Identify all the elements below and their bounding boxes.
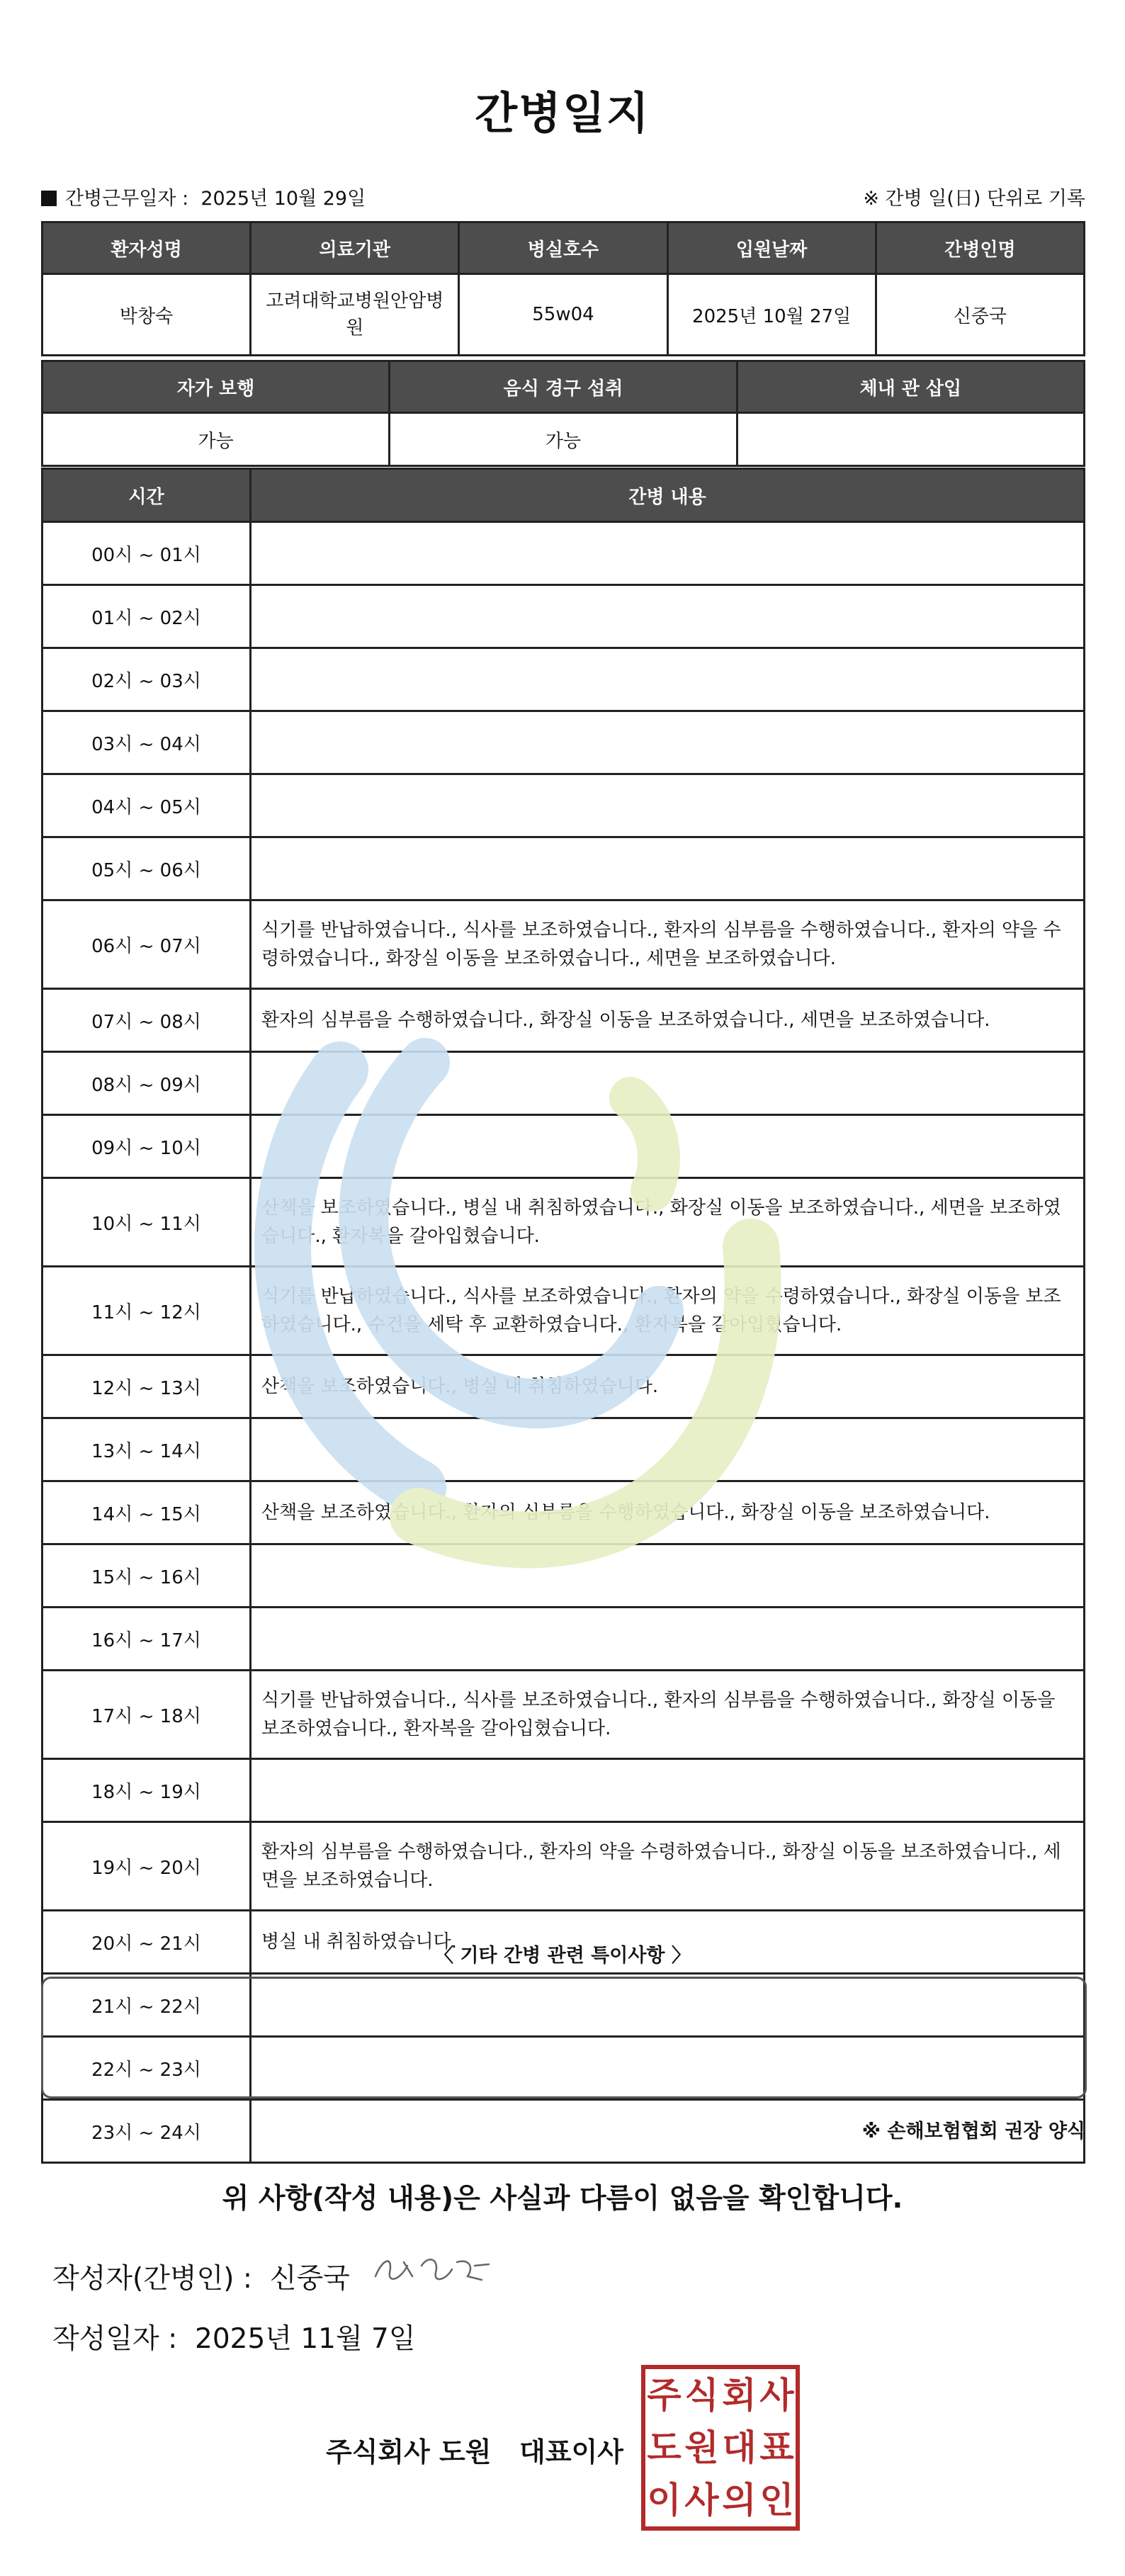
company-name: 주식회사 도원 대표이사 — [326, 2436, 623, 2468]
work-date-label: 간병근무일자 : — [65, 187, 189, 210]
time-slot: 13시 ~ 14시 — [43, 1418, 251, 1481]
written-date-label: 작성일자 : — [52, 2323, 178, 2355]
time-slot: 10시 ~ 11시 — [43, 1178, 251, 1267]
table-row — [43, 1671, 1085, 1759]
care-content — [251, 1418, 1085, 1481]
time-slot: 03시 ~ 04시 — [43, 711, 251, 774]
table-row — [43, 585, 1085, 648]
record-unit-note: ※ 간병 일(日) 단위로 기록 — [863, 187, 1085, 210]
seal-char: 대 — [722, 2427, 757, 2468]
time-slot: 14시 ~ 15시 — [43, 1481, 251, 1544]
tube-insertion-value — [737, 413, 1084, 466]
seal-char: 회 — [722, 2375, 757, 2416]
time-slot: 07시 ~ 08시 — [43, 989, 251, 1052]
care-log-body — [43, 522, 1085, 2163]
care-content — [251, 1115, 1085, 1178]
oral-intake-value: 가능 — [390, 413, 737, 466]
care-content: 산책을 보조하였습니다., 병실 내 취침하였습니다., 화장실 이동을 보조하였습니다., 세면을 보조하였습니다., 환자복을 갈아입혔습니다. — [251, 1178, 1085, 1267]
table-row — [43, 900, 1085, 989]
time-slot: 21시 ~ 22시 — [43, 1974, 251, 2037]
time-slot: 20시 ~ 21시 — [43, 1911, 251, 1974]
meta-row — [41, 181, 1085, 212]
time-slot: 09시 ~ 10시 — [43, 1115, 251, 1178]
care-content: 식기를 반납하였습니다., 식사를 보조하였습니다., 환자의 심부름을 수행하였습니다., 환자의 약을 수령하였습니다., 화장실 이동을 보조하였습니다., 세면을 보조하였습니다. — [251, 900, 1085, 989]
written-date-line — [52, 2317, 416, 2356]
header-self-walking: 자가 보행 — [43, 361, 390, 413]
seal-char: 사 — [684, 2480, 719, 2521]
seal-char: 사 — [759, 2375, 794, 2416]
care-content — [251, 648, 1085, 711]
table-row — [43, 711, 1085, 774]
care-content — [251, 1052, 1085, 1115]
header-care-content: 간병 내용 — [251, 469, 1085, 522]
company-seal-icon — [641, 2365, 800, 2531]
header-tube-insertion: 체내 관 삽입 — [737, 361, 1084, 413]
seal-char: 주 — [647, 2375, 682, 2416]
care-content: 환자의 심부름을 수행하였습니다., 화장실 이동을 보조하였습니다., 세면을 보조하였습니다. — [251, 989, 1085, 1052]
patient-table — [41, 221, 1085, 356]
room-number: 55w04 — [459, 274, 667, 356]
time-slot: 11시 ~ 12시 — [43, 1267, 251, 1355]
table-row — [43, 837, 1085, 900]
time-slot: 12시 ~ 13시 — [43, 1355, 251, 1418]
seal-char: 도 — [647, 2427, 682, 2468]
table-row — [43, 1481, 1085, 1544]
time-slot: 06시 ~ 07시 — [43, 900, 251, 989]
time-slot: 00시 ~ 01시 — [43, 522, 251, 585]
seal-char: 식 — [684, 2375, 719, 2416]
care-content: 식기를 반납하였습니다., 식사를 보조하였습니다., 환자의 심부름을 수행하였습니다., 화장실 이동을 보조하였습니다., 환자복을 갈아입혔습니다. — [251, 1671, 1085, 1759]
table-row — [43, 1178, 1085, 1267]
table-row — [43, 1418, 1085, 1481]
notes-title: 〈 기타 간병 관련 특이사항 〉 — [434, 1945, 691, 1967]
time-slot: 17시 ~ 18시 — [43, 1671, 251, 1759]
table-row — [43, 1822, 1085, 1911]
header-room: 병실호수 — [459, 222, 667, 274]
square-bullet-icon — [41, 191, 57, 206]
table-row — [43, 522, 1085, 585]
time-slot: 22시 ~ 23시 — [43, 2037, 251, 2100]
confirm-statement: 위 사항(작성 내용)은 사실과 다름이 없음을 확인합니다. — [222, 2183, 903, 2215]
time-slot: 18시 ~ 19시 — [43, 1759, 251, 1822]
self-walking-value: 가능 — [43, 413, 390, 466]
patient-name: 박창숙 — [43, 274, 251, 356]
time-slot: 23시 ~ 24시 — [43, 2100, 251, 2163]
header-caregiver-name: 간병인명 — [876, 222, 1084, 274]
seal-char: 원 — [684, 2427, 719, 2468]
work-date — [41, 183, 366, 210]
seal-char: 의 — [722, 2480, 757, 2521]
table-row — [43, 1267, 1085, 1355]
header-oral-intake: 음식 경구 섭취 — [390, 361, 737, 413]
table-row — [43, 1544, 1085, 1608]
time-slot: 19시 ~ 20시 — [43, 1822, 251, 1911]
time-slot: 01시 ~ 02시 — [43, 585, 251, 648]
recommendation-note: ※ 손해보험협회 권장 양식 — [861, 2120, 1085, 2142]
writer-name: 신중국 — [269, 2263, 350, 2295]
time-slot: 15시 ~ 16시 — [43, 1544, 251, 1608]
admission-date: 2025년 10월 27일 — [667, 274, 876, 356]
table-row — [43, 1052, 1085, 1115]
work-date-value: 2025년 10월 29일 — [200, 187, 366, 210]
notes-box — [41, 1977, 1087, 2098]
table-row — [43, 989, 1085, 1052]
care-content — [251, 1608, 1085, 1671]
table-row — [43, 1759, 1085, 1822]
table-row — [43, 1115, 1085, 1178]
care-content — [251, 1759, 1085, 1822]
table-row — [43, 1608, 1085, 1671]
writer-label: 작성자(간병인) : — [52, 2263, 253, 2295]
seal-char: 표 — [759, 2427, 794, 2468]
table-row — [43, 648, 1085, 711]
header-hospital: 의료기관 — [251, 222, 459, 274]
care-content — [251, 585, 1085, 648]
hospital-name: 고려대학교병원안암병원 — [251, 274, 459, 356]
table-row — [43, 1355, 1085, 1418]
care-content — [251, 1544, 1085, 1608]
time-slot: 16시 ~ 17시 — [43, 1608, 251, 1671]
seal-char: 이 — [647, 2480, 682, 2521]
time-slot: 02시 ~ 03시 — [43, 648, 251, 711]
care-content — [251, 837, 1085, 900]
time-slot: 08시 ~ 09시 — [43, 1052, 251, 1115]
care-content — [251, 522, 1085, 585]
care-content: 환자의 심부름을 수행하였습니다., 환자의 약을 수령하였습니다., 화장실 이동을 보조하였습니다., 세면을 보조하였습니다. — [251, 1822, 1085, 1911]
table-row — [43, 774, 1085, 837]
care-content: 산책을 보조하였습니다., 환자의 심부름을 수행하였습니다., 화장실 이동을 보조하였습니다. — [251, 1481, 1085, 1544]
header-time: 시간 — [43, 469, 251, 522]
time-slot: 04시 ~ 05시 — [43, 774, 251, 837]
care-content: 병실 내 취침하였습니다. — [251, 1911, 1085, 1974]
header-admission-date: 입원날짜 — [667, 222, 876, 274]
writer-line — [52, 2256, 350, 2296]
page-title: 간병일지 — [475, 87, 650, 139]
care-log-table — [41, 468, 1085, 2164]
header-patient-name: 환자성명 — [43, 222, 251, 274]
signature-icon — [368, 2244, 503, 2294]
caregiver-name: 신중국 — [876, 274, 1084, 356]
care-content — [251, 774, 1085, 837]
care-content: 식기를 반납하였습니다., 식사를 보조하였습니다., 환자의 약을 수령하였습니다., 화장실 이동을 보조하였습니다., 수건을 세탁 후 교환하였습니다., 환자복을 갈아입혔습니다. — [251, 1267, 1085, 1355]
written-date-value: 2025년 11월 7일 — [195, 2323, 416, 2355]
care-content — [251, 711, 1085, 774]
care-content: 산책을 보조하였습니다., 병실 내 취침하였습니다. — [251, 1355, 1085, 1418]
time-slot: 05시 ~ 06시 — [43, 837, 251, 900]
seal-char: 인 — [759, 2480, 794, 2521]
status-table — [41, 360, 1085, 467]
